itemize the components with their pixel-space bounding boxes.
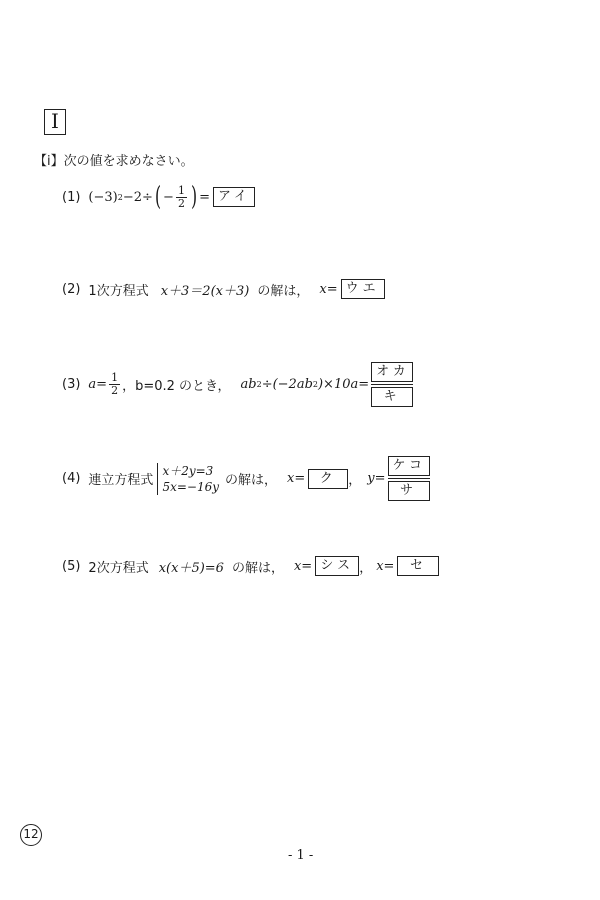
y-equals: y= [367,471,386,486]
exponent: 2 [256,380,262,389]
answer-box-numerator[interactable]: ケコ [388,456,430,476]
close-paren: ) [190,182,198,212]
equals-sign: = [326,281,338,297]
x-equals: x= [293,558,313,574]
answer-box-denominator[interactable]: キ [371,387,413,407]
answer-box[interactable]: ウエ [341,279,385,299]
expr-part: (−3) [88,189,118,205]
answer-box-denominator[interactable]: サ [388,481,430,501]
fraction-numerator: 1 [111,371,119,384]
problem-number: (2) [62,281,81,297]
fraction-bar [388,478,430,479]
frac-sign: − [163,189,174,205]
fraction-bar [371,384,413,385]
problem-number: (3) [62,377,81,392]
x-equals: x= [376,558,395,574]
problem-3 [62,360,415,409]
answer-box-1[interactable]: シス [315,556,359,576]
expr-part: −2÷ [122,189,153,205]
expr-part: ab [240,377,257,392]
problem-text: の解は， [231,560,284,576]
problem-text: の解は， [257,283,310,299]
problem-number: (5) [62,558,81,574]
problem-1 [62,184,255,210]
fraction [109,372,120,397]
equation: x＋3＝2(x＋3) [160,283,250,299]
fraction-numerator: 1 [177,183,185,197]
page-number: - 1 - [288,848,314,863]
expr-part: ÷(−2ab [261,377,313,392]
answer-fraction [388,454,430,503]
fraction-denominator: 2 [111,384,119,397]
answer-box-numerator[interactable]: オカ [371,362,413,382]
equals-sign: = [199,189,211,205]
problem-2 [62,279,385,299]
x-equals: x= [287,471,306,486]
separator: ， [359,560,373,576]
variable-a: a= [88,377,108,392]
problem-text: の解は， [225,473,278,488]
equation-system [157,463,219,495]
open-paren: ( [154,182,162,212]
answer-fraction [371,360,413,409]
problem-text: 2次方程式 [88,560,149,576]
fraction [176,185,187,210]
equation-1: x＋2y=3 [162,463,214,478]
problem-text: 連立方程式 [88,473,154,488]
equation: x(x＋5)=6 [158,560,224,576]
separator: ， [348,473,362,488]
problem-4 [62,454,432,503]
problem-5 [62,556,439,576]
answer-box-2[interactable]: セ [397,556,439,576]
problem-number: (4) [62,471,81,486]
variable: x [319,281,327,297]
fraction-denominator: 2 [177,196,185,210]
problem-text: 1次方程式 [88,283,149,299]
expr-part: )×10a= [317,377,370,392]
exponent: 2 [312,380,318,389]
problem-number: (1) [62,189,81,205]
section-label: I [44,109,66,135]
answer-box[interactable]: アイ [213,187,255,207]
circled-number: 12 [20,824,42,846]
condition-text: ，b=0.2 のとき， [122,379,231,394]
answer-box-x[interactable]: ク [308,469,348,489]
exponent: 2 [117,192,123,202]
equation-2: 5x=−16y [162,479,219,494]
instruction-heading: 【ⅰ】次の値を求めなさい。 [34,154,194,169]
